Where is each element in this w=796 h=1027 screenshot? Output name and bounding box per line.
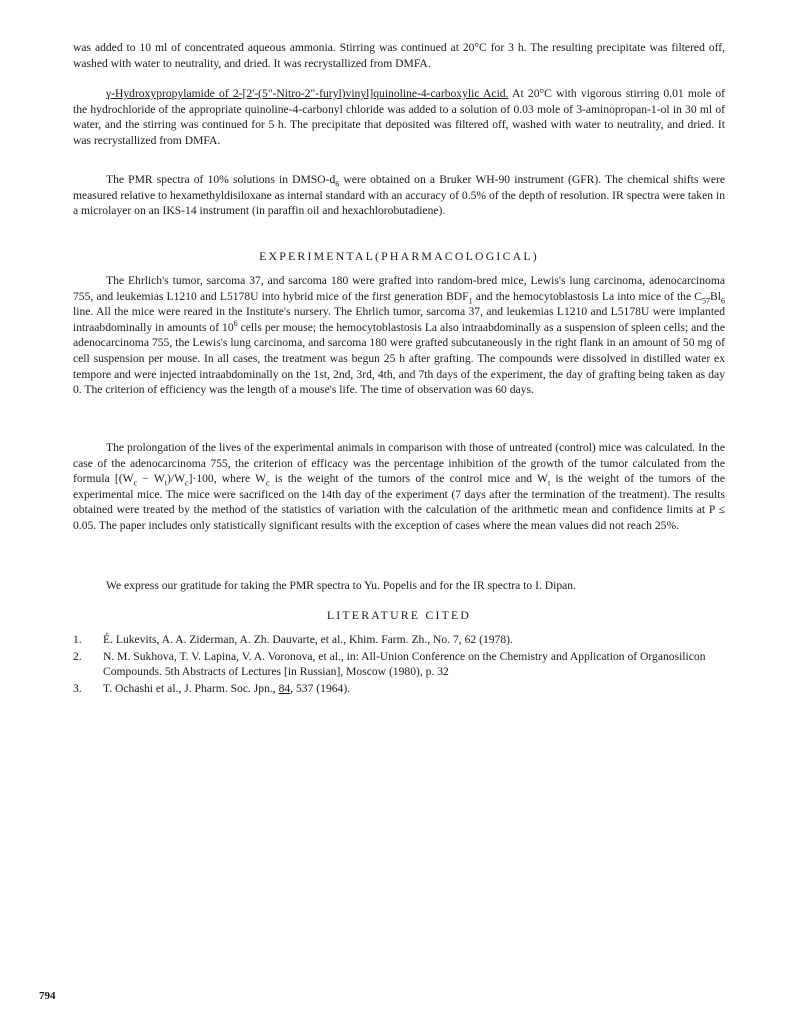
- paragraph-text: were obtained on a Bruker WH-90 instrument (GFR). The chemical shifts were measured relative to hexamethyldisiloxane as internal standard with an accuracy of 0.5% of the depth of resolution. IR spectra were taken in a microlayer on an IKS-14 instrument (in paraffin oil and hexachlorobutadiene).: [73, 173, 725, 218]
- reference-number: 3.: [73, 681, 82, 695]
- paragraph-text: The PMR spectra of 10% solutions in DMSO-d: [106, 173, 336, 186]
- paragraph-synthesis: [73, 86, 725, 148]
- reference-list: [73, 632, 725, 697]
- reference-text: T. Ochashi et al., J. Pharm. Soc. Jpn.,: [103, 681, 279, 695]
- subscript: c: [185, 478, 189, 488]
- paragraph-text: is the weight of the tumors of the experimental mice. The mice were sacrificed on the 14th day of the experiment (7 days after the termination of the treatment). The results obtained were treated by the method of the statistics of variation with the calculation of the arithmetic mean and confidence limits at P ≤ 0.05. The paper includes only statistically significant results with the exception of cases where the mean values did not reach 25%.: [73, 472, 725, 532]
- paragraph-text: We express our gratitude for taking the PMR spectra to Yu. Popelis and for the IR spectra to I. Dipan.: [106, 579, 577, 592]
- subscript: t: [164, 478, 168, 488]
- page-number: 794: [39, 990, 56, 1002]
- reference-text: É. Lukevits, A. A. Ziderman, A. Zh. Dauvarte, et al., Khim. Farm. Zh., No. 7, 62 (1978).: [103, 633, 513, 646]
- subscript: t: [547, 478, 551, 488]
- paragraph-text: cells per mouse; the hemocytoblastosis La also intraabdominally as a suspension of spleen cells; and the adenocarcinoma 755, the Lewis's lung carcinoma, and sarcoma 180 were grafted subcutaneously in the right flank in an amount of 50 mg of cell suspension per mouse. In all cases, the treatment was begun 25 h after grafting. The compounds were dissolved in distilled water ex tempore and were injected intraabdominally on the 1st, 2nd, 3rd, 4th, and 7th days of the experiment, the day of grafting being taken as day 0. The criterion of efficiency was the length of a mouse's life. The time of observation was 60 days.: [73, 320, 725, 397]
- paragraph-text: − W: [137, 472, 165, 486]
- reference-item: [73, 649, 725, 680]
- reference-volume: 84: [278, 681, 291, 695]
- reference-number: 1.: [73, 633, 82, 646]
- subscript: 57: [702, 295, 711, 305]
- paragraph-methods: [73, 273, 725, 398]
- paragraph-text: is the weight of the tumors of the control mice and W: [269, 472, 548, 486]
- paragraph-text: ]·100, where W: [188, 472, 267, 486]
- reference-number: 2.: [73, 649, 82, 663]
- subscript: c: [266, 478, 270, 488]
- paragraph-text: At 20°C with vigorous stirring 0.01 mole of the hydrochloride of the appropriate quinoline-4-carbonyl chloride was added to a solution of 0.03 mole of 3-aminopropan-1-ol in 30 ml of water, and the stirring was continued for 5 h. The precipitate that deposited was filtered off, washed with water to neutrality, and dried. It was recrystallized from DMFA.: [73, 87, 725, 147]
- section-heading-literature: LITERATURE CITED: [326, 608, 472, 622]
- subscript: 6: [335, 179, 340, 189]
- subscript: 1: [468, 295, 473, 305]
- paragraph-spectra: [73, 172, 725, 219]
- paragraph-text: The prolongation of the lives of the experimental animals in comparison with those of untreated (control) mice was calculated. In the case of the adenocarcinoma 755, the criterion of efficacy was the percentage inhibition of the growth of the tumor calculated from the formula [(W: [73, 441, 725, 486]
- paragraph-acknowledgment: [73, 578, 725, 594]
- section-heading-experimental: EXPERIMENTAL(PHARMACOLOGICAL): [259, 249, 539, 263]
- paragraph-text: )/W: [167, 472, 186, 486]
- paragraph-results: [73, 440, 725, 534]
- compound-title: γ-Hydroxypropylamide of 2-[2'-(5"-Nitro-2"-furyl)vinyl]quinoline-4-carboxylic Acid.: [106, 87, 509, 100]
- paragraph-text: and the hemocytoblastosis La into mice of the C: [472, 289, 703, 303]
- reference-text: N. M. Sukhova, T. V. Lapina, V. A. Voronova, et al., in: All-Union Conference on the Chemistry and Application of Organosilicon Compounds. 5th Abstracts of Lectures [in Russian], Moscow (1980), p. 32: [103, 649, 706, 679]
- paragraph-text: was added to 10 ml of concentrated aqueous ammonia. Stirring was continued at 20°C for 3 h. The resulting precipitate was filtered off, washed with water to neutrality, and dried. It was recrystallized from DMFA.: [73, 41, 725, 70]
- paragraph-continuation: [73, 40, 725, 71]
- superscript: 6: [233, 318, 238, 328]
- paragraph-text: The Ehrlich's tumor, sarcoma 37, and sarcoma 180 were grafted into random-bred mice, Lewis's lung carcinoma, adenocarcinoma 755, and leukemias L1210 and L5178U into hybrid mice of the first generation BDF: [73, 274, 725, 303]
- subscript: c: [133, 478, 138, 488]
- paragraph-text: line. All the mice were reared in the Institute's nursery. The Ehrlich tumor, sarcoma 37, and leukemias L1210 and L5178U were implanted intraabdominally in amounts of 10: [73, 305, 725, 334]
- reference-item: [73, 681, 725, 697]
- subscript: 6: [721, 295, 725, 305]
- reference-text: , 537 (1964).: [290, 681, 351, 695]
- reference-item: [73, 632, 725, 648]
- paragraph-text: Bl: [710, 289, 721, 303]
